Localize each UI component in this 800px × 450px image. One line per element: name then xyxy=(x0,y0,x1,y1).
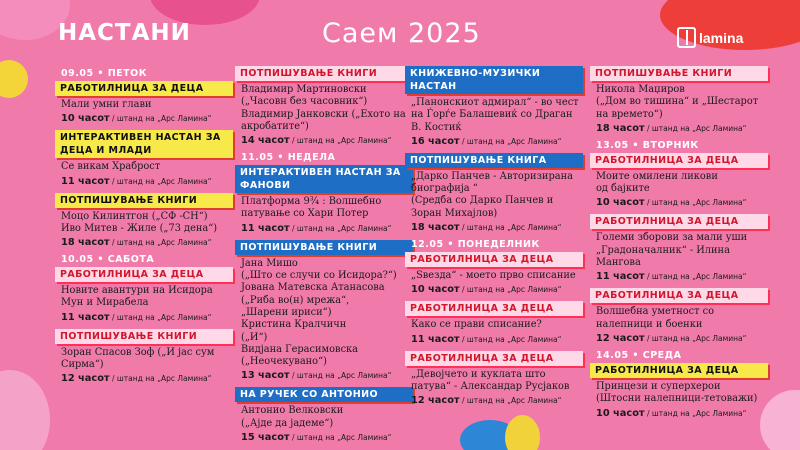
event-description: Владимир Мартиновски („Часовн без часовник“) Владимир Јанковски („Ехото на акробатите“) xyxy=(241,84,406,132)
event-description: „Дарко Панчев - Авторизирана биографија “ (Средба со Дарко Панчев и Зоран Михајлов) xyxy=(411,170,573,219)
event-category-tag: ПОТПИШУВАЊЕ КНИГИ xyxy=(590,66,768,81)
event-location: / штанд на „Арс Ламина“ xyxy=(109,176,212,186)
event-time xyxy=(55,176,233,187)
event-date-heading: 10.05 • САБОТА xyxy=(61,254,155,266)
event-time xyxy=(235,370,413,381)
event-description: Новите авантури на Исидора Мун и Мирабела xyxy=(61,285,213,309)
event-item xyxy=(590,214,768,282)
event-description: Мали умни глави xyxy=(61,99,152,110)
event-time xyxy=(235,223,413,234)
event-time xyxy=(590,123,768,134)
event-item xyxy=(590,288,768,344)
event-time xyxy=(590,271,768,282)
schedule-column-1 xyxy=(55,66,233,390)
event-description: Зоран Спасов Зоф („И јас сум Сирма“) xyxy=(61,346,215,371)
event-time xyxy=(590,408,768,419)
event-description: Јана Мишо („Што се случи со Исидора?“) Јована Матевска Атанасова („Риба во(н) мрежа“, „Шарени ириси“) Кристина Кралчичн („И“) Видјана Герасимовска („Неочекувано“) xyxy=(241,257,397,368)
event-category-tag: ПОТПИШУВАЊЕ КНИГИ xyxy=(235,240,413,255)
event-category-tag: ПОТПИШУВАЊЕ КНИГА xyxy=(405,153,583,168)
event-location: / штанд на „Арс Ламина“ xyxy=(289,223,392,233)
event-location: / штанд на „Арс Ламина“ xyxy=(459,223,562,233)
event-location: / штанд на „Арс Ламина“ xyxy=(289,433,392,443)
event-description: Платформа 9¾ : Волшебно патување со Хари Потер xyxy=(241,196,382,220)
event-time-value: 14 часот xyxy=(241,135,290,147)
event-item xyxy=(405,351,583,407)
publisher-logo xyxy=(677,27,743,48)
event-item xyxy=(235,240,413,382)
event-date-heading: 12.05 • ПОНЕДЕЛНИК xyxy=(411,239,540,251)
event-time xyxy=(235,432,413,443)
event-date-heading: 14.05 • СРЕДА xyxy=(596,349,682,361)
event-location: / штанд на „Арс Ламина“ xyxy=(644,408,747,418)
decorative-blob-left-yellow xyxy=(0,60,28,98)
event-category-tag: РАБОТИЛНИЦА ЗА ДЕЦА xyxy=(405,301,583,316)
event-category-tag: РАБОТИЛНИЦА ЗА ДЕЦА xyxy=(55,81,233,96)
event-item xyxy=(235,387,413,443)
event-time xyxy=(405,284,583,295)
event-item xyxy=(235,165,413,234)
event-category-tag: РАБОТИЛНИЦА ЗА ДЕЦА xyxy=(405,351,583,366)
event-category-tag: НА РУЧЕК СО АНТОНИО xyxy=(235,387,413,402)
event-location: / штанд на „Арс Ламина“ xyxy=(289,371,392,381)
decorative-blob-bottom-center2 xyxy=(505,415,540,450)
event-item xyxy=(590,153,768,209)
event-location: / штанд на „Арс Ламина“ xyxy=(109,238,212,248)
event-time-value: 10 часот xyxy=(61,113,110,125)
event-category-tag: РАБОТИЛНИЦА ЗА ДЕЦА xyxy=(590,153,768,168)
event-time-value: 12 часот xyxy=(61,373,110,385)
event-time xyxy=(55,373,233,384)
event-time-value: 12 часот xyxy=(411,395,460,407)
event-time-value: 13 часот xyxy=(241,370,290,382)
event-location: / штанд на „Арс Ламина“ xyxy=(644,123,747,133)
logo-mark-icon xyxy=(677,27,696,48)
event-time-value: 11 часот xyxy=(241,222,290,234)
event-time-value: 10 часот xyxy=(411,284,460,296)
event-time xyxy=(55,113,233,124)
event-item xyxy=(235,66,413,146)
event-category-tag: ИНТЕРАКТИВЕН НАСТАН ЗА ФАНОВИ xyxy=(235,165,413,193)
event-time-value: 18 часот xyxy=(411,222,460,234)
event-date-heading: 11.05 • НЕДЕЛА xyxy=(241,152,336,164)
event-time xyxy=(55,237,233,248)
event-item xyxy=(590,66,768,134)
event-location: / штанд на „Арс Ламина“ xyxy=(459,334,562,344)
event-time-value: 15 часот xyxy=(241,432,290,444)
event-category-tag: РАБОТИЛНИЦА ЗА ДЕЦА xyxy=(590,288,768,303)
event-location: / штанд на „Арс Ламина“ xyxy=(289,136,392,146)
event-time xyxy=(405,136,583,147)
event-item xyxy=(55,81,233,124)
event-time-value: 18 часот xyxy=(596,122,645,134)
event-location: / штанд на „Арс Ламина“ xyxy=(644,198,747,208)
event-category-tag: РАБОТИЛНИЦА ЗА ДЕЦА xyxy=(405,252,583,267)
event-location: / штанд на „Арс Ламина“ xyxy=(109,312,212,322)
event-location: / штанд на „Арс Ламина“ xyxy=(109,114,212,124)
event-description: Како се прави списание? xyxy=(411,319,542,331)
schedule-column-2 xyxy=(235,66,413,449)
schedule-column-4 xyxy=(590,66,768,425)
event-item xyxy=(405,301,583,344)
event-time xyxy=(590,333,768,344)
event-description: „Девојчето и куклата што патува“ - Александар Русјаков xyxy=(411,368,570,392)
event-item xyxy=(405,66,583,147)
event-time xyxy=(405,334,583,345)
page-title: НАСТАНИ xyxy=(58,20,191,46)
event-category-tag: ПОТПИШУВАЊЕ КНИГИ xyxy=(235,66,413,81)
event-category-tag: ПОТПИШУВАЊЕ КНИГИ xyxy=(55,329,233,344)
event-item xyxy=(55,329,233,385)
event-description: Антонио Велковски („Ајде да јадеме“) xyxy=(241,405,344,429)
event-time-value: 12 часот xyxy=(596,332,645,344)
decorative-blob-bottom-left xyxy=(0,370,50,450)
event-description: Моите омилени ликови од бајките xyxy=(596,170,718,195)
event-date-heading: 09.05 • ПЕТОК xyxy=(61,68,147,79)
event-description: Волшебна уметност со налепници и боенки xyxy=(596,306,715,330)
event-item xyxy=(405,153,583,233)
logo-text: lamina xyxy=(699,29,744,46)
event-description: „Панонскиот адмирал“ - во чест на Ѓорѓе Балашевиќ со Драган В. Костиќ xyxy=(411,97,579,133)
event-location: / штанд на „Арс Ламина“ xyxy=(459,396,562,406)
event-location: / штанд на „Арс Ламина“ xyxy=(644,272,747,282)
event-description: Никола Маџиров („Дом во тишина“ и „Шестарот на времето“) xyxy=(596,84,759,120)
event-category-tag: КНИЖЕВНО-МУЗИЧКИ НАСТАН xyxy=(405,66,583,94)
event-category-tag: РАБОТИЛНИЦА ЗА ДЕЦА xyxy=(590,214,768,229)
event-category-tag: ИНТЕРАКТИВЕН НАСТАН ЗА ДЕЦА И МЛАДИ xyxy=(55,130,233,158)
event-time-value: 11 часот xyxy=(61,311,110,323)
event-category-tag: РАБОТИЛНИЦА ЗА ДЕЦА xyxy=(55,267,233,282)
event-location: / штанд на „Арс Ламина“ xyxy=(459,136,562,146)
event-time-value: 18 часот xyxy=(61,237,110,249)
event-category-tag: ПОТПИШУВАЊЕ КНИГИ xyxy=(55,193,233,208)
event-time xyxy=(235,135,413,146)
event-item xyxy=(55,267,233,323)
event-description: Големи зборови за мали уши „Градоначалник“ - Илина Мангова xyxy=(596,232,748,269)
event-time-value: 11 часот xyxy=(411,333,460,345)
event-time xyxy=(590,197,768,208)
event-location: / штанд на „Арс Ламина“ xyxy=(459,285,562,295)
event-time xyxy=(405,222,583,233)
event-item xyxy=(590,363,768,419)
event-location: / штанд на „Арс Ламина“ xyxy=(109,374,212,384)
event-description: Моцо Килинтгон („СФ -СН“) Иво Митев - Жиле („73 дена“) xyxy=(61,210,218,234)
event-item xyxy=(55,193,233,249)
event-item xyxy=(55,130,233,186)
event-time-value: 16 часот xyxy=(411,135,460,147)
event-location: / штанд на „Арс Ламина“ xyxy=(644,333,747,343)
event-time-value: 11 часот xyxy=(596,271,645,283)
event-description: Принцези и суперхерои (Штосни налепници-тетоважи) xyxy=(596,380,758,405)
event-title: Саем 2025 xyxy=(322,18,481,49)
event-time-value: 10 часот xyxy=(596,197,645,209)
event-time-value: 10 часот xyxy=(596,407,645,419)
event-description: „Ѕвезда“ - моето прво списание xyxy=(411,270,576,282)
event-description: Се викам Храброст xyxy=(61,161,161,173)
event-date-heading: 13.05 • ВТОРНИК xyxy=(596,139,699,151)
event-item xyxy=(405,252,583,295)
event-category-tag: РАБОТИЛНИЦА ЗА ДЕЦА xyxy=(590,363,768,378)
event-time xyxy=(55,312,233,323)
schedule-column-3 xyxy=(405,66,583,412)
event-time xyxy=(405,395,583,406)
event-time-value: 11 часот xyxy=(61,175,110,187)
